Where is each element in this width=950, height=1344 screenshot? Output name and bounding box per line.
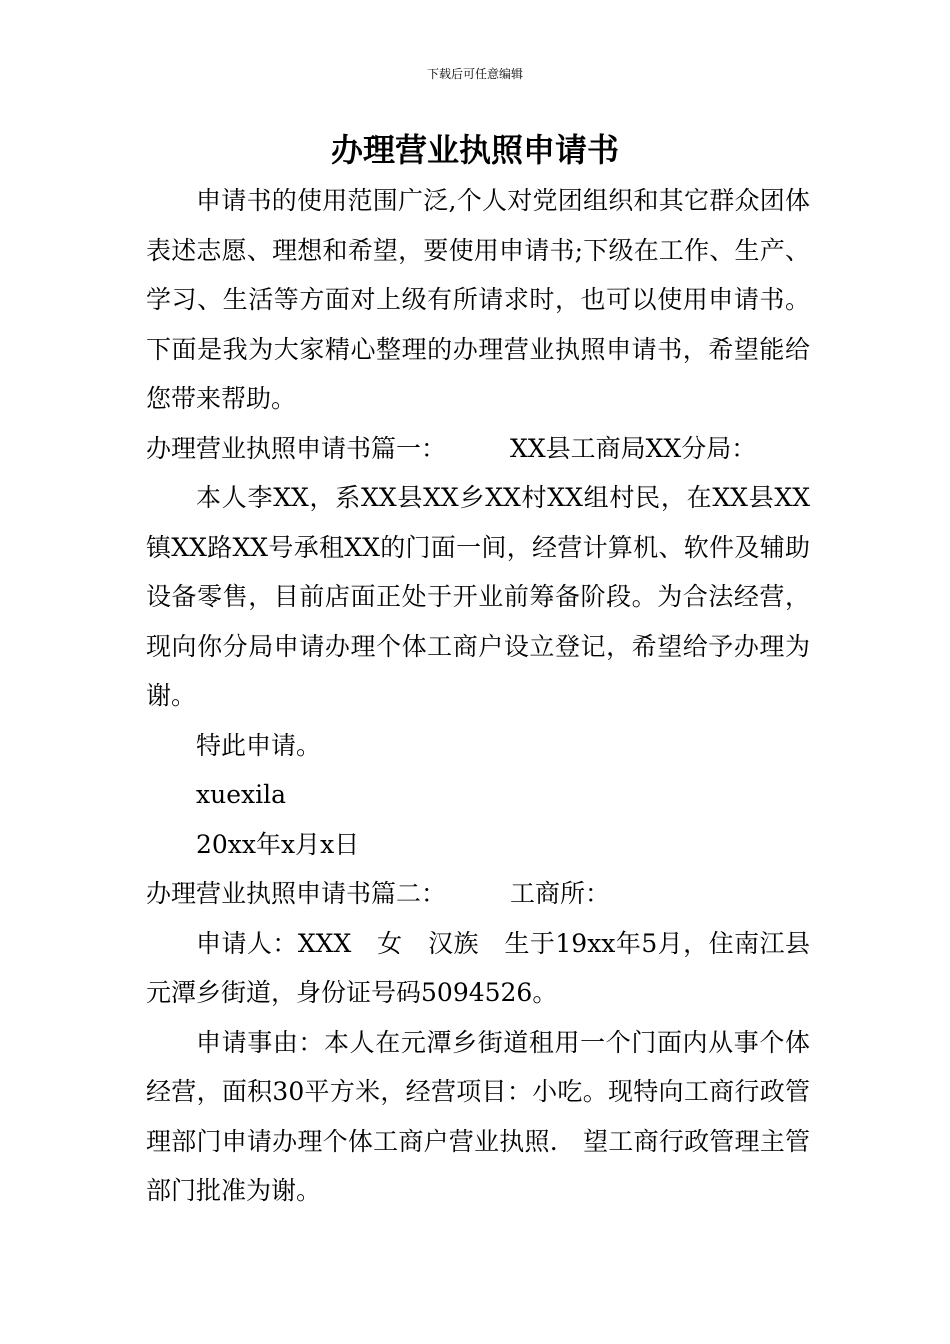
header-note: 下载后可任意编辑 (426, 67, 523, 81)
intro-paragraph: 申请书的使用范围广泛,个人对党团组织和其它群众团体表述志愿、理想和希望，要使用申请书;下级在工作、生产、学习、生活等方面对上级有所请求时，也可以使用申请书。下面是我为大家精心整理的办理营业执照申请书，希望能给您带来帮助。 (146, 186, 810, 413)
document-body (146, 176, 836, 1216)
section1-signature: xuexila (196, 780, 286, 809)
section1-heading-line (146, 424, 810, 474)
document-title: 办理营业执照申请书 (330, 131, 619, 169)
section2-heading: 办理营业执照申请书篇二： (146, 879, 447, 908)
section2-applicant: 申请人：XXX 女 汉族 生于19xx年5月，住南江县 元潭乡街道，身份证号码5094526。 (146, 928, 836, 1007)
section1-body: 本人李XX，系XX县XX乡XX村XX组村民，在XX县XX镇XX路XX号承租XX的门面一间，经营计算机、软件及辅助设备零售，目前店面正处于开业前筹备阶段。为合法经营，现向你分局申请办理个体工商户设立登记，希望给予办理为谢。 (146, 483, 810, 710)
section1-closing: 特此申请。 (196, 730, 322, 760)
section1-date: 20xx年x月x日 (196, 829, 360, 859)
section2-heading-line (146, 869, 810, 919)
section1-heading: 办理营业执照申请书篇一： (146, 433, 447, 463)
section1-recipient: XX县工商局XX分局： (510, 433, 757, 463)
section2-reason: 申请事由：本人在元潭乡街道租用一个门面内从事个体经营，面积30平方米，经营项目：小吃。现特向工商行政管理部门申请办理个体工商户营业执照. 望工商行政管理主管部门批准为谢。 (146, 1027, 810, 1205)
section2-recipient: 工商所： (510, 879, 611, 908)
